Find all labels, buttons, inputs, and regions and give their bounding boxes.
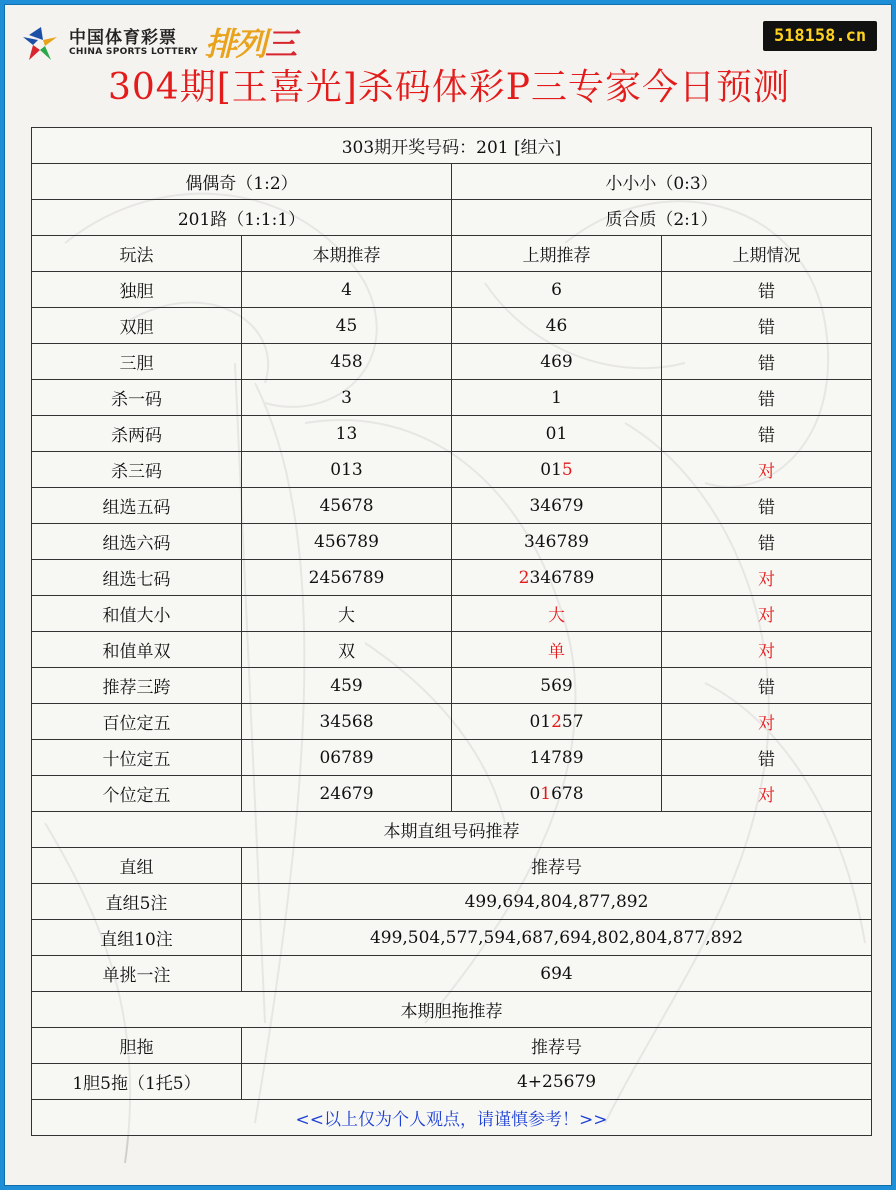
page-header	[5, 5, 893, 123]
table-row	[32, 380, 872, 416]
current-cell: 3	[242, 380, 452, 416]
miss-digit: 34679	[529, 495, 584, 516]
direct-value: 694	[242, 956, 872, 992]
previous-cell	[452, 452, 662, 488]
current-cell: 45	[242, 308, 452, 344]
current-cell: 大	[242, 596, 452, 632]
big-small-cell: 小小小（0:3）	[452, 164, 872, 200]
prediction-rows	[32, 272, 872, 812]
draw-result-row	[32, 128, 872, 164]
lottery-star-icon	[21, 23, 61, 63]
notice-row	[32, 1100, 872, 1136]
current-cell: 4	[242, 272, 452, 308]
odd-even-cell: 偶偶奇（1:2）	[32, 164, 452, 200]
current-cell: 13	[242, 416, 452, 452]
status-cell: 错	[662, 272, 872, 308]
brand-san-text: 三	[265, 25, 296, 63]
play-cell: 组选五码	[32, 488, 242, 524]
direct-label: 直组10注	[32, 920, 242, 956]
header-play: 玩法	[32, 236, 242, 272]
brand-pailie-text: 排列	[205, 25, 266, 63]
play-cell: 组选七码	[32, 560, 242, 596]
table-row	[32, 308, 872, 344]
miss-digit: 1	[551, 387, 562, 408]
hit-digit: 2	[518, 567, 530, 588]
status-cell: 对	[662, 632, 872, 668]
play-cell: 十位定五	[32, 740, 242, 776]
current-cell: 013	[242, 452, 452, 488]
current-cell: 458	[242, 344, 452, 380]
table-row	[32, 524, 872, 560]
direct-value: 499,694,804,877,892	[242, 884, 872, 920]
status-cell: 对	[662, 596, 872, 632]
play-cell: 杀一码	[32, 380, 242, 416]
logo-cn-text: 中国体育彩票	[69, 28, 177, 48]
play-cell: 个位定五	[32, 776, 242, 812]
miss-digit: 346789	[529, 567, 595, 588]
dantuo-value: 4+25679	[242, 1064, 872, 1100]
play-cell: 百位定五	[32, 704, 242, 740]
direct-header-row	[32, 848, 872, 884]
play-cell: 杀两码	[32, 416, 242, 452]
miss-digit: 46	[545, 315, 568, 336]
play-cell: 和值大小	[32, 596, 242, 632]
miss-digit: 14789	[529, 747, 584, 768]
status-cell: 错	[662, 308, 872, 344]
previous-cell	[452, 524, 662, 560]
previous-cell	[452, 416, 662, 452]
miss-digit: 6	[551, 279, 562, 300]
direct-row	[32, 920, 872, 956]
previous-cell	[452, 380, 662, 416]
table-row	[32, 704, 872, 740]
status-cell: 错	[662, 488, 872, 524]
previous-cell	[452, 488, 662, 524]
status-cell: 错	[662, 416, 872, 452]
play-cell: 推荐三跨	[32, 668, 242, 704]
header-status: 上期情况	[662, 236, 872, 272]
current-cell: 06789	[242, 740, 452, 776]
status-cell: 对	[662, 776, 872, 812]
direct-header-label: 直组	[32, 848, 242, 884]
table-row	[32, 560, 872, 596]
previous-cell	[452, 740, 662, 776]
play-cell: 独胆	[32, 272, 242, 308]
prime-composite-cell: 质合质（2:1）	[452, 200, 872, 236]
table-row	[32, 272, 872, 308]
miss-digit: 346789	[524, 531, 589, 552]
status-cell: 对	[662, 452, 872, 488]
current-cell: 24679	[242, 776, 452, 812]
play-cell: 双胆	[32, 308, 242, 344]
status-cell: 对	[662, 560, 872, 596]
table-row	[32, 776, 872, 812]
header-previous: 上期推荐	[452, 236, 662, 272]
direct-section-title: 本期直组号码推荐	[32, 812, 872, 848]
dantuo-section-row	[32, 992, 872, 1028]
miss-digit: 01	[545, 423, 568, 444]
play-cell: 杀三码	[32, 452, 242, 488]
road-prime-row	[32, 200, 872, 236]
play-cell: 组选六码	[32, 524, 242, 560]
header-current: 本期推荐	[242, 236, 452, 272]
previous-cell	[452, 668, 662, 704]
previous-cell	[452, 560, 662, 596]
pattern-row	[32, 164, 872, 200]
disclaimer-notice: <<以上仅为个人观点，请谨慎参考！>>	[32, 1100, 872, 1136]
miss-digit: 569	[540, 675, 573, 696]
previous-cell	[452, 308, 662, 344]
prediction-table	[31, 127, 872, 1136]
previous-cell	[452, 704, 662, 740]
current-cell: 双	[242, 632, 452, 668]
hit-digit: 1	[540, 783, 552, 804]
play-cell: 和值单双	[32, 632, 242, 668]
table-row	[32, 488, 872, 524]
page-frame	[4, 4, 892, 1186]
direct-header-value: 推荐号	[242, 848, 872, 884]
previous-cell	[452, 776, 662, 812]
direct-value: 499,504,577,594,687,694,802,804,877,892	[242, 920, 872, 956]
table-header-row	[32, 236, 872, 272]
current-cell: 45678	[242, 488, 452, 524]
draw-result-cell: 303期开奖号码：201 [组六]	[32, 128, 872, 164]
previous-cell	[452, 596, 662, 632]
status-cell: 错	[662, 740, 872, 776]
table-row	[32, 596, 872, 632]
miss-digit: 57	[561, 711, 584, 732]
direct-label: 单挑一注	[32, 956, 242, 992]
dantuo-row	[32, 1064, 872, 1100]
direct-label: 直组5注	[32, 884, 242, 920]
status-cell: 错	[662, 344, 872, 380]
previous-cell	[452, 272, 662, 308]
dantuo-header-value: 推荐号	[242, 1028, 872, 1064]
current-cell: 2456789	[242, 560, 452, 596]
hit-digit: 大	[548, 606, 565, 626]
miss-digit: 678	[551, 783, 584, 804]
table-row	[32, 740, 872, 776]
road-cell: 201路（1:1:1）	[32, 200, 452, 236]
dantuo-header-row	[32, 1028, 872, 1064]
page-title: 304期[王喜光]杀码体彩P三专家今日预测	[107, 67, 791, 108]
hit-digit: 5	[561, 459, 573, 480]
current-cell: 456789	[242, 524, 452, 560]
status-cell: 错	[662, 380, 872, 416]
miss-digit: 469	[540, 351, 573, 372]
direct-row	[32, 956, 872, 992]
previous-cell	[452, 632, 662, 668]
table-row	[32, 416, 872, 452]
logo-en-text: CHINA SPORTS LOTTERY	[69, 47, 198, 57]
miss-digit: 0	[529, 783, 541, 804]
miss-digit: 01	[540, 459, 562, 480]
hit-digit: 2	[551, 711, 562, 732]
current-cell: 34568	[242, 704, 452, 740]
table-row	[32, 452, 872, 488]
table-row	[32, 344, 872, 380]
table-row	[32, 632, 872, 668]
previous-cell	[452, 344, 662, 380]
status-cell: 错	[662, 524, 872, 560]
play-cell: 三胆	[32, 344, 242, 380]
miss-digit: 01	[529, 711, 552, 732]
current-cell: 459	[242, 668, 452, 704]
site-badge[interactable]: 518158.cn	[763, 21, 877, 51]
table-row	[32, 668, 872, 704]
status-cell: 对	[662, 704, 872, 740]
direct-row	[32, 884, 872, 920]
dantuo-label: 1胆5拖（1托5）	[32, 1064, 242, 1100]
hit-digit: 单	[548, 642, 565, 662]
status-cell: 错	[662, 668, 872, 704]
direct-section-row	[32, 812, 872, 848]
dantuo-header-label: 胆拖	[32, 1028, 242, 1064]
dantuo-section-title: 本期胆拖推荐	[32, 992, 872, 1028]
